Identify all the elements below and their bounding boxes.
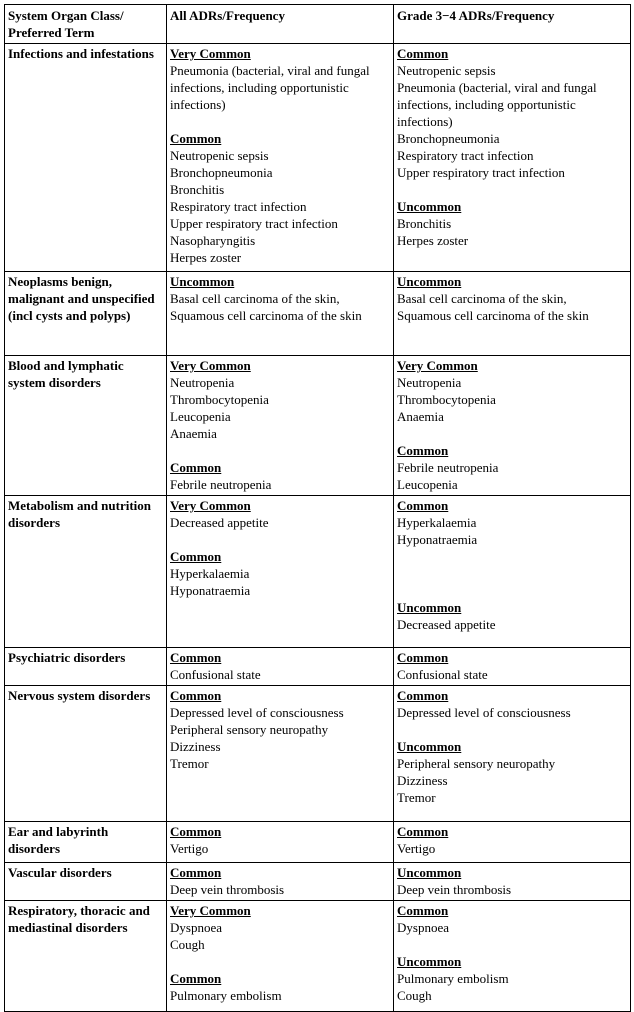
frequency-label: Common	[397, 824, 449, 839]
preferred-term: Deep vein thrombosis	[397, 882, 512, 897]
table-row	[5, 901, 631, 1012]
frequency-label: Common	[397, 903, 449, 918]
preferred-term: Anaemia	[170, 426, 217, 441]
group-spacer	[170, 953, 390, 970]
preferred-term: Confusional state	[397, 667, 488, 682]
preferred-term: Respiratory tract infection	[397, 148, 534, 163]
preferred-term: Nasopharyngitis	[170, 233, 256, 248]
group-spacer	[397, 936, 627, 953]
table-row	[5, 272, 631, 356]
frequency-label: Common	[397, 498, 449, 513]
preferred-term: Basal cell carcinoma of the skin,	[397, 291, 567, 306]
group-spacer	[170, 531, 390, 548]
preferred-term: Thrombocytopenia	[170, 392, 269, 407]
preferred-term: Vertigo	[397, 841, 436, 856]
table-row	[5, 648, 631, 686]
group-spacer	[397, 181, 627, 198]
preferred-term: Bronchitis	[397, 216, 452, 231]
preferred-term: Pneumonia (bacterial, viral and fungal infections, including opportunistic infections)	[397, 80, 597, 129]
grade-3-4-cell	[394, 901, 631, 1012]
group-spacer	[397, 425, 627, 442]
preferred-term: Dyspnoea	[397, 920, 449, 935]
preferred-term: Neutropenia	[170, 375, 235, 390]
frequency-label: Uncommon	[397, 739, 462, 754]
table-row	[5, 822, 631, 863]
preferred-term: Dizziness	[397, 773, 448, 788]
preferred-term: Dyspnoea	[170, 920, 222, 935]
frequency-label: Very Common	[170, 903, 251, 918]
preferred-term: Tremor	[170, 756, 209, 771]
frequency-label: Common	[170, 865, 222, 880]
grade-3-4-cell	[394, 272, 631, 356]
preferred-term: Pulmonary embolism	[397, 971, 509, 986]
preferred-term: Leucopenia	[170, 409, 231, 424]
frequency-label: Very Common	[397, 358, 478, 373]
frequency-label: Very Common	[170, 358, 251, 373]
table-row	[5, 686, 631, 822]
group-spacer	[170, 442, 390, 459]
preferred-term: Cough	[170, 937, 205, 952]
group-spacer	[170, 113, 390, 130]
table-row	[5, 44, 631, 272]
preferred-term: Hyperkalaemia	[397, 515, 477, 530]
preferred-term: Depressed level of consciousness	[397, 705, 571, 720]
preferred-term: Bronchopneumonia	[397, 131, 500, 146]
frequency-label: Uncommon	[397, 954, 462, 969]
all-adrs-cell	[167, 686, 394, 822]
preferred-term: Depressed level of consciousness	[170, 705, 344, 720]
grade-3-4-cell	[394, 44, 631, 272]
header-soc: System Organ Class/ Preferred Term	[5, 5, 167, 44]
preferred-term: Respiratory tract infection	[170, 199, 307, 214]
grade-3-4-cell	[394, 822, 631, 863]
preferred-term: Upper respiratory tract infection	[170, 216, 338, 231]
all-adrs-cell	[167, 272, 394, 356]
adr-table	[4, 4, 631, 1012]
system-organ-class: Neoplasms benign, malignant and unspecified (incl cysts and polyps)	[5, 272, 167, 356]
preferred-term: Cough	[397, 988, 432, 1003]
preferred-term: Tremor	[397, 790, 436, 805]
header-row	[5, 5, 631, 44]
all-adrs-cell	[167, 901, 394, 1012]
table-row	[5, 496, 631, 648]
frequency-label: Common	[170, 971, 222, 986]
preferred-term: Basal cell carcinoma of the skin,	[170, 291, 340, 306]
group-spacer	[397, 565, 627, 582]
frequency-label: Uncommon	[170, 274, 235, 289]
preferred-term: Neutropenic sepsis	[170, 148, 269, 163]
preferred-term: Bronchopneumonia	[170, 165, 273, 180]
frequency-label: Uncommon	[397, 199, 462, 214]
system-organ-class: Blood and lymphatic system disorders	[5, 356, 167, 496]
frequency-label: Common	[397, 688, 449, 703]
preferred-term: Neutropenic sepsis	[397, 63, 496, 78]
preferred-term: Leucopenia	[397, 477, 458, 492]
table-row	[5, 863, 631, 901]
grade-3-4-cell	[394, 648, 631, 686]
all-adrs-cell	[167, 44, 394, 272]
preferred-term: Hyponatraemia	[397, 532, 478, 547]
grade-3-4-cell	[394, 863, 631, 901]
frequency-label: Uncommon	[397, 600, 462, 615]
system-organ-class: Ear and labyrinth disorders	[5, 822, 167, 863]
group-spacer	[397, 548, 627, 565]
preferred-term: Confusional state	[170, 667, 261, 682]
system-organ-class: Vascular disorders	[5, 863, 167, 901]
all-adrs-cell	[167, 496, 394, 648]
preferred-term: Anaemia	[397, 409, 444, 424]
header-grade-3-4: Grade 3−4 ADRs/Frequency	[394, 5, 631, 44]
preferred-term: Herpes zoster	[170, 250, 242, 265]
frequency-label: Uncommon	[397, 865, 462, 880]
table-row	[5, 356, 631, 496]
preferred-term: Herpes zoster	[397, 233, 469, 248]
system-organ-class: Respiratory, thoracic and mediastinal disorders	[5, 901, 167, 1012]
preferred-term: Pulmonary embolism	[170, 988, 282, 1003]
preferred-term: Deep vein thrombosis	[170, 882, 285, 897]
grade-3-4-cell	[394, 496, 631, 648]
header-all-adrs: All ADRs/Frequency	[167, 5, 394, 44]
group-spacer	[397, 721, 627, 738]
frequency-label: Very Common	[170, 46, 251, 61]
frequency-label: Uncommon	[397, 274, 462, 289]
system-organ-class: Psychiatric disorders	[5, 648, 167, 686]
system-organ-class: Infections and infestations	[5, 44, 167, 272]
preferred-term: Peripheral sensory neuropathy	[170, 722, 329, 737]
frequency-label: Common	[397, 443, 449, 458]
preferred-term: Dizziness	[170, 739, 221, 754]
frequency-label: Common	[170, 460, 222, 475]
preferred-term: Decreased appetite	[170, 515, 269, 530]
frequency-label: Common	[170, 131, 222, 146]
preferred-term: Squamous cell carcinoma of the skin	[170, 308, 362, 323]
all-adrs-cell	[167, 356, 394, 496]
grade-3-4-cell	[394, 356, 631, 496]
system-organ-class: Nervous system disorders	[5, 686, 167, 822]
frequency-label: Common	[170, 549, 222, 564]
preferred-term: Febrile neutropenia	[397, 460, 499, 475]
preferred-term: Hyperkalaemia	[170, 566, 250, 581]
preferred-term: Febrile neutropenia	[170, 477, 272, 492]
all-adrs-cell	[167, 822, 394, 863]
frequency-label: Very Common	[170, 498, 251, 513]
system-organ-class: Metabolism and nutrition disorders	[5, 496, 167, 648]
frequency-label: Common	[397, 650, 449, 665]
grade-3-4-cell	[394, 686, 631, 822]
frequency-label: Common	[170, 688, 222, 703]
preferred-term: Squamous cell carcinoma of the skin	[397, 308, 589, 323]
preferred-term: Neutropenia	[397, 375, 462, 390]
preferred-term: Vertigo	[170, 841, 209, 856]
preferred-term: Hyponatraemia	[170, 583, 251, 598]
preferred-term: Thrombocytopenia	[397, 392, 496, 407]
preferred-term: Peripheral sensory neuropathy	[397, 756, 556, 771]
all-adrs-cell	[167, 648, 394, 686]
preferred-term: Pneumonia (bacterial, viral and fungal infections, including opportunistic infections)	[170, 63, 370, 112]
frequency-label: Common	[170, 650, 222, 665]
frequency-label: Common	[397, 46, 449, 61]
all-adrs-cell	[167, 863, 394, 901]
preferred-term: Upper respiratory tract infection	[397, 165, 565, 180]
frequency-label: Common	[170, 824, 222, 839]
preferred-term: Bronchitis	[170, 182, 225, 197]
group-spacer	[397, 582, 627, 599]
preferred-term: Decreased appetite	[397, 617, 496, 632]
